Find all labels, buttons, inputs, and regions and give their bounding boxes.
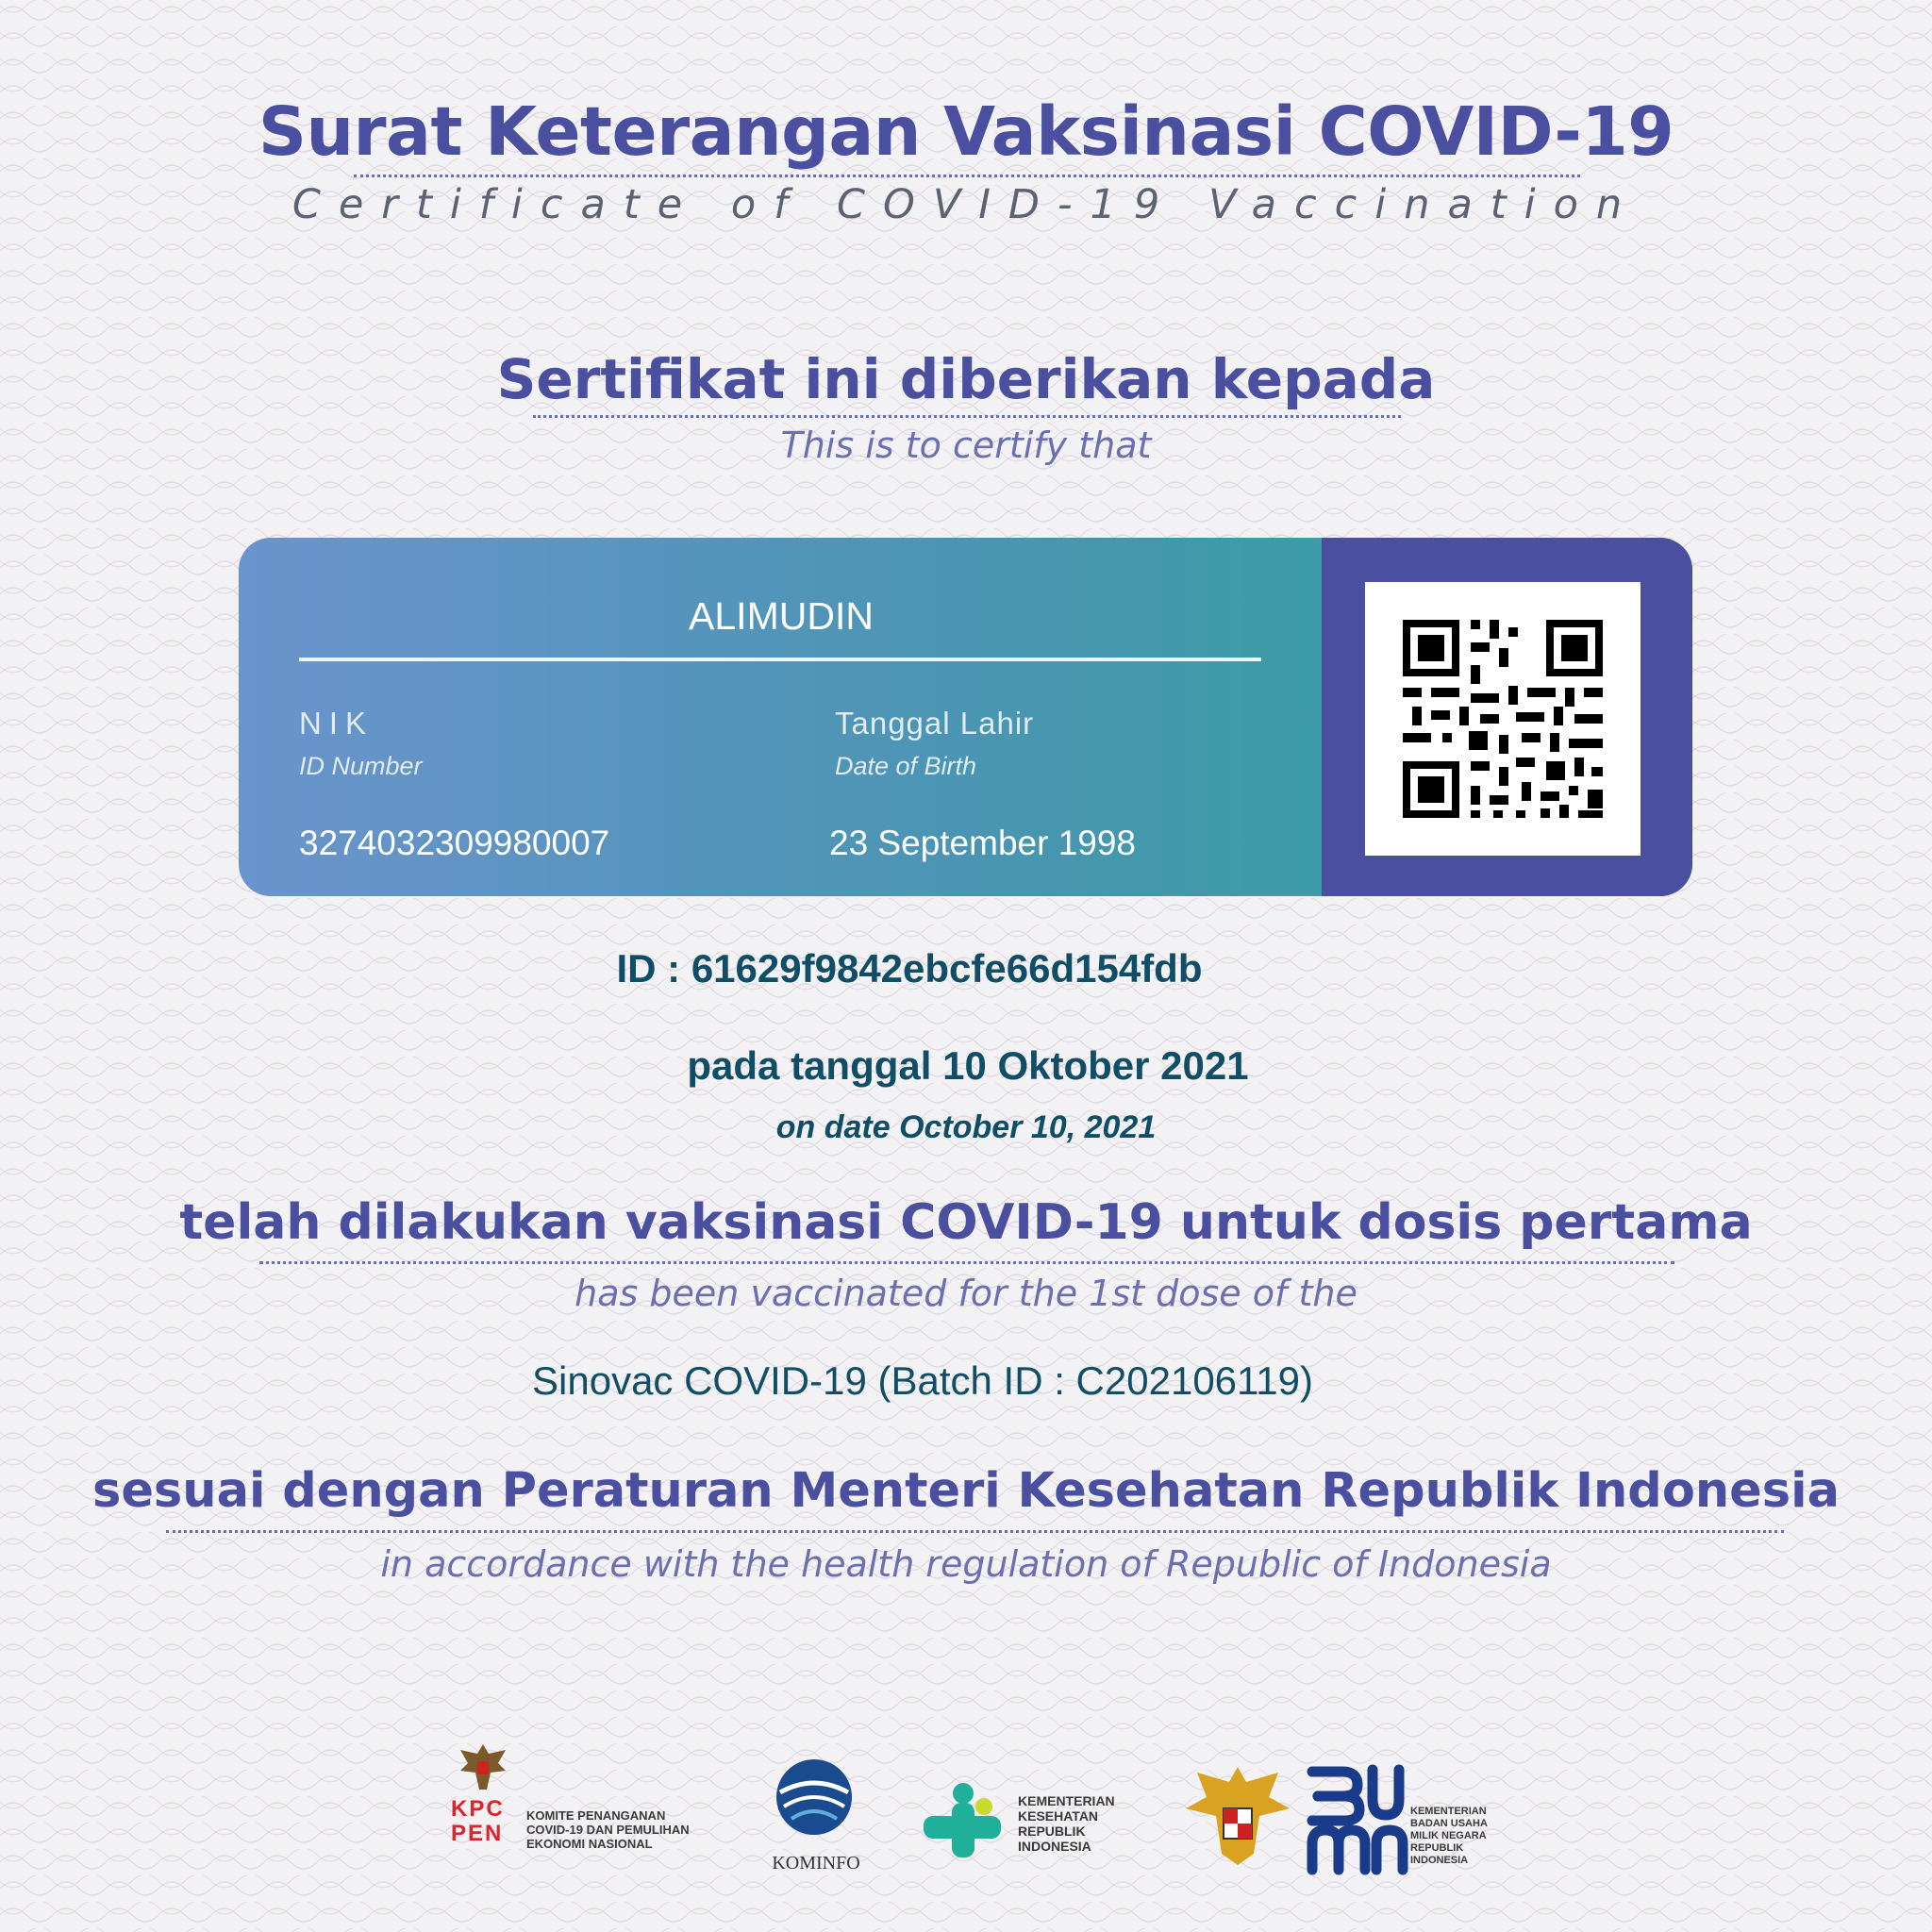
kemenkes-text <box>1018 1793 1115 1854</box>
kemenkes-text-line: INDONESIA <box>1018 1839 1091 1854</box>
kemenkes-text-line: REPUBLIK <box>1018 1824 1086 1839</box>
kpcpen-mark-top: KPC <box>451 1796 505 1822</box>
vaccination-title: telah dilakukan vaksinasi COVID-19 untuk dosis pertama <box>179 1194 1753 1251</box>
nik-sublabel: ID Number <box>299 752 423 780</box>
kpcpen-logo <box>443 1740 717 1873</box>
qr-code[interactable] <box>1365 582 1641 856</box>
garuda-emblem-icon <box>455 1740 511 1793</box>
kominfo-text: KOMINFO <box>772 1853 860 1874</box>
kpcpen-text-line: EKONOMI NASIONAL <box>526 1837 653 1851</box>
kpcpen-text-line: KOMITE PENANGANAN <box>526 1808 666 1823</box>
kemenkes-text-line: KESEHATAN <box>1018 1808 1099 1824</box>
vaccination-date: pada tanggal 10 Oktober 2021 <box>687 1043 1249 1088</box>
vaccine-info: Sinovac COVID-19 (Batch ID : C202106119) <box>532 1358 1313 1403</box>
kpcpen-text <box>526 1808 690 1851</box>
bumn-logo <box>1305 1762 1493 1875</box>
bumn-emblem-icon <box>1305 1762 1408 1875</box>
regulation-subtitle: in accordance with the health regulation of Republic of Indonesia <box>380 1543 1552 1585</box>
kominfo-logo <box>759 1755 873 1877</box>
certify-divider <box>533 415 1401 418</box>
certify-title: Sertifikat ini diberikan kepada <box>496 347 1436 411</box>
vaccination-divider <box>259 1261 1674 1264</box>
nik-label: NIK <box>299 706 375 741</box>
kpcpen-mark-bottom: PEN <box>451 1821 504 1846</box>
kpcpen-text-line: COVID-19 DAN PEMULIHAN <box>526 1823 690 1837</box>
dob-sublabel: Date of Birth <box>835 752 977 780</box>
vaccination-subtitle: has been vaccinated for the 1st dose of the <box>575 1273 1357 1314</box>
bumn-text-line: MILIK NEGARA <box>1410 1830 1487 1841</box>
regulation-title: sesuai dengan Peraturan Menteri Kesehatan Republik Indonesia <box>92 1463 1840 1519</box>
certificate-title: Surat Keterangan Vaksinasi COVID-19 <box>258 92 1674 171</box>
regulation-divider <box>166 1530 1784 1533</box>
name-underline <box>299 658 1261 661</box>
garuda-logo <box>1184 1759 1292 1873</box>
bumn-text-line: REPUBLIK <box>1410 1842 1464 1854</box>
qr-code-icon <box>1365 582 1641 856</box>
kemenkes-text-line: KEMENTERIAN <box>1018 1793 1115 1808</box>
vaccination-date-en: on date October 10, 2021 <box>775 1109 1157 1145</box>
kemenkes-emblem-icon <box>920 1778 1005 1863</box>
dob-label: Tanggal Lahir <box>835 706 1035 741</box>
certify-subtitle: This is to certify that <box>780 425 1152 466</box>
nik-value: 3274032309980007 <box>299 824 610 862</box>
certificate-id: ID : 61629f9842ebcfe66d154fdb <box>616 946 1203 991</box>
kominfo-emblem-icon <box>767 1755 861 1840</box>
dob-value: 23 September 1998 <box>829 824 1137 862</box>
kpcpen-mark <box>451 1797 513 1846</box>
certificate-subtitle: Certificate of COVID-19 Vaccination <box>291 181 1641 228</box>
recipient-card <box>239 538 1692 896</box>
qr-panel <box>1322 538 1692 896</box>
bumn-text-line: BADAN USAHA <box>1410 1818 1488 1829</box>
garuda-pancasila-icon <box>1184 1759 1292 1873</box>
kemenkes-logo <box>920 1778 1127 1863</box>
recipient-name: ALIMUDIN <box>689 594 874 638</box>
bumn-text-line: INDONESIA <box>1410 1855 1469 1866</box>
title-divider <box>354 175 1580 177</box>
bumn-text <box>1410 1806 1488 1867</box>
bumn-text-line: KEMENTERIAN <box>1410 1806 1487 1817</box>
